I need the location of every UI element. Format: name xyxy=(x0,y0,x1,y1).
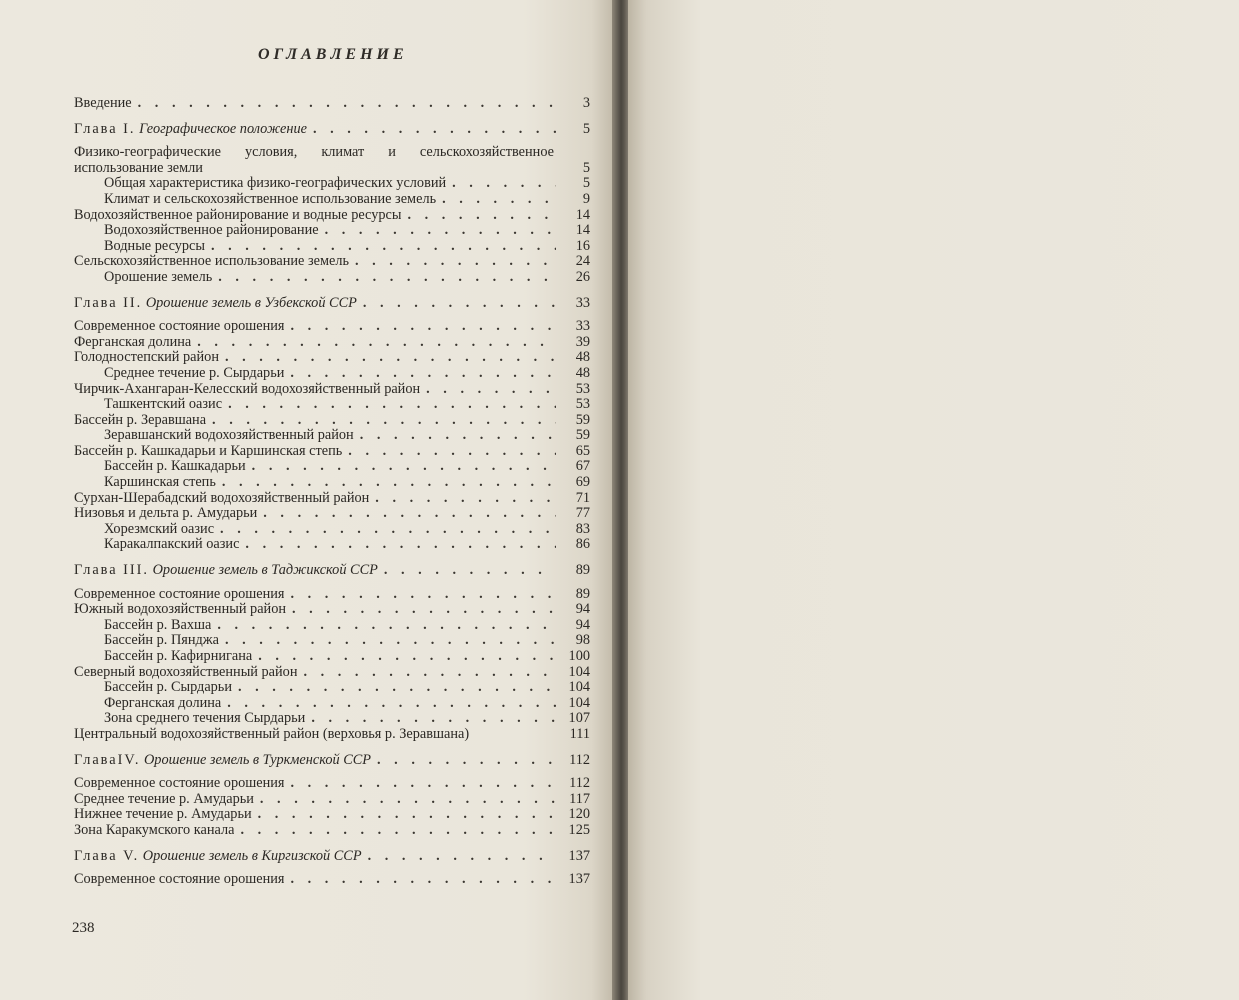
toc-entry xyxy=(74,696,590,712)
chapter-title: Орошение земель в Туркменской ССР xyxy=(143,752,372,768)
right-page xyxy=(628,0,1239,1000)
toc-entry xyxy=(74,807,590,823)
toc-page-number: 111 xyxy=(569,725,590,742)
dot-leader xyxy=(290,872,556,888)
toc-page-number: 104 xyxy=(568,679,590,696)
dot-leader xyxy=(240,823,556,839)
toc-page-number: 137 xyxy=(568,847,590,864)
toc-entry-label: Нижнее течение р. Амударьи xyxy=(74,807,252,823)
toc-entry-label: Современное состояние орошения xyxy=(74,776,285,792)
toc-page-number: 53 xyxy=(575,380,590,397)
toc-entry-label xyxy=(74,849,362,865)
toc-entry xyxy=(74,459,590,475)
toc-entry xyxy=(74,587,590,603)
toc-entry-label: Каракалпакский оазис xyxy=(104,537,240,553)
toc-entry xyxy=(74,602,590,618)
toc-entry-label xyxy=(74,563,378,579)
dot-leader xyxy=(360,428,556,444)
toc-entry xyxy=(74,254,590,270)
toc-entry xyxy=(74,192,590,208)
toc-entry xyxy=(74,428,590,444)
toc-entry-label: Голодностепский район xyxy=(74,350,219,366)
chapter-title: Географическое положение xyxy=(139,121,307,137)
toc-chapter-entry xyxy=(74,122,590,138)
chapter-title: Орошение земель в Таджикской ССР xyxy=(152,563,378,579)
toc-chapter-entry xyxy=(74,753,590,769)
dot-leader xyxy=(375,491,556,507)
chapter-number: Глава I. xyxy=(74,121,136,137)
dot-leader xyxy=(218,270,556,286)
toc-page-number: 100 xyxy=(568,648,590,664)
toc-entry-label: Бассейн р. Сырдарьи xyxy=(104,680,232,696)
toc-entry-label: Бассейн р. Пянджа xyxy=(104,633,219,649)
toc-page-number: 137 xyxy=(568,871,590,888)
toc-entry-label: Каршинская степь xyxy=(104,475,216,491)
toc-entry-label: Современное состояние орошения xyxy=(74,872,285,888)
toc-entry xyxy=(74,665,590,681)
toc-entry-label: Чирчик-Ахангаран-Келесский водохозяйственный район xyxy=(74,381,421,397)
toc-entry-label: Зона Каракумского канала xyxy=(74,822,235,838)
toc-entry-label xyxy=(74,753,371,769)
toc-entry-label: Орошение земель xyxy=(104,269,213,285)
toc-page-number: 39 xyxy=(575,333,590,350)
toc-entry-label: Хорезмский оазис xyxy=(104,521,215,537)
toc-entry xyxy=(74,145,590,176)
toc-entry-label: Ташкентский оазис xyxy=(104,397,223,413)
toc-entry-label: Низовья и дельта р. Амударьи xyxy=(74,506,258,522)
dot-leader xyxy=(245,537,556,553)
toc-entry-label xyxy=(74,122,307,138)
toc-page-number: 26 xyxy=(575,268,590,285)
dot-leader xyxy=(348,444,556,460)
toc-entry xyxy=(74,208,590,224)
dot-leader xyxy=(311,711,556,727)
toc-entry-label: Бассейн р. Кашкадарьи xyxy=(104,459,246,475)
dot-leader xyxy=(442,192,556,208)
toc-entry xyxy=(74,633,590,649)
toc-page-number: 107 xyxy=(568,710,590,727)
dot-leader xyxy=(313,122,556,138)
dot-leader xyxy=(377,753,556,769)
dot-leader xyxy=(220,522,556,538)
dot-leader xyxy=(252,459,556,475)
toc-entry xyxy=(74,823,590,839)
dot-leader xyxy=(212,413,556,429)
dot-leader xyxy=(260,792,556,808)
toc-page-number: 125 xyxy=(568,821,590,838)
toc-page-number: 33 xyxy=(575,294,590,311)
toc-page-number: 117 xyxy=(569,790,590,807)
dot-leader xyxy=(290,776,556,792)
toc-entry-label: Бассейн р. Вахша xyxy=(104,617,212,633)
toc-heading: ОГЛАВЛЕНИЕ xyxy=(258,46,408,63)
toc-entry xyxy=(74,366,590,382)
toc-page-number: 77 xyxy=(575,505,590,522)
dot-leader xyxy=(384,563,556,579)
toc-entry-label: Среднее течение р. Амударьи xyxy=(74,791,254,807)
toc-entry-label: Общая характеристика физико-географических условий xyxy=(104,176,447,192)
toc-entry xyxy=(74,335,590,351)
dot-leader xyxy=(452,176,556,192)
toc-page-number: 33 xyxy=(575,318,590,335)
toc-page-number: 5 xyxy=(582,120,590,137)
chapter-number: Глава V. xyxy=(74,848,140,864)
toc-entry-label: Современное состояние орошения xyxy=(74,586,285,602)
toc-page-number: 86 xyxy=(575,536,590,553)
toc-chapter-entry xyxy=(74,296,590,312)
toc-entry-label: Современное состояние орошения xyxy=(74,319,285,335)
chapter-title: Орошение земель в Узбекской ССР xyxy=(145,295,357,311)
toc-page-number: 89 xyxy=(575,562,590,579)
toc-entry-label: Центральный водохозяйственный район (верховья р. Зеравшана) xyxy=(74,725,470,742)
toc-entry xyxy=(74,270,590,286)
toc-entry-label: Водохозяйственное районирование и водные ресурсы xyxy=(74,207,402,223)
toc-entry xyxy=(74,223,590,239)
toc-entry-label: Бассейн р. Кашкадарьи и Каршинская степь xyxy=(74,443,343,459)
toc-page-number: 98 xyxy=(575,632,590,649)
dot-leader xyxy=(222,475,556,491)
toc-page-number: 120 xyxy=(568,806,590,823)
toc-entry xyxy=(74,239,590,255)
dot-leader xyxy=(426,382,556,398)
toc-entry xyxy=(74,522,590,538)
dot-leader xyxy=(138,96,556,112)
toc-entry xyxy=(74,711,590,727)
toc-page-number: 5 xyxy=(582,175,590,192)
dot-leader xyxy=(228,397,556,413)
toc-entry-label: Бассейн р. Кафирнигана xyxy=(104,649,253,664)
toc-entry xyxy=(74,649,590,665)
toc-page-number: 48 xyxy=(575,349,590,366)
toc-page-number: 59 xyxy=(575,427,590,444)
dot-leader xyxy=(292,602,556,618)
toc-entry-label: Введение xyxy=(74,96,132,111)
toc-entry xyxy=(74,382,590,398)
dot-leader xyxy=(407,208,556,224)
dot-leader xyxy=(290,366,556,382)
toc-page-number: 104 xyxy=(568,663,590,680)
toc-entry-label: Южный водохозяйственный район xyxy=(74,602,286,618)
dot-leader xyxy=(325,223,556,239)
toc-page-number: 69 xyxy=(575,474,590,491)
toc-page-number: 24 xyxy=(575,253,590,270)
toc-page-number: 14 xyxy=(575,206,590,223)
page-number: 238 xyxy=(72,920,95,936)
toc-entry xyxy=(74,444,590,460)
toc-entry xyxy=(74,680,590,696)
dot-leader xyxy=(225,350,556,366)
dot-leader xyxy=(355,254,556,270)
toc-list-left xyxy=(74,96,590,888)
toc-page-number: 104 xyxy=(568,694,590,711)
toc-entry xyxy=(74,618,590,634)
dot-leader xyxy=(303,665,556,681)
dot-leader xyxy=(363,296,556,312)
toc-entry-label: Ферганская долина xyxy=(74,334,192,350)
toc-page-number: 112 xyxy=(569,751,590,768)
toc-entry xyxy=(74,413,590,429)
toc-chapter-entry xyxy=(74,563,590,579)
dot-leader xyxy=(368,849,556,865)
dot-leader xyxy=(197,335,556,351)
dot-leader xyxy=(263,506,556,522)
dot-leader xyxy=(238,680,556,696)
toc-entry xyxy=(74,475,590,491)
chapter-number: Глава III. xyxy=(74,563,150,579)
toc-page-number: 5 xyxy=(582,159,590,176)
toc-entry-label: Сельскохозяйственное использование земель xyxy=(74,254,349,270)
toc-page-number: 67 xyxy=(575,458,590,475)
toc-page-number: 14 xyxy=(575,222,590,239)
toc-entry xyxy=(74,792,590,808)
toc-entry xyxy=(74,537,590,553)
dot-leader xyxy=(258,807,556,823)
dot-leader xyxy=(227,696,556,712)
toc-page-number: 16 xyxy=(575,237,590,254)
toc-page-number: 59 xyxy=(575,411,590,428)
toc-page-number: 48 xyxy=(575,364,590,381)
toc-entry-label: Зона среднего течения Сырдарьи xyxy=(104,711,306,727)
toc-entry-label: Климат и сельскохозяйственное использование земель xyxy=(104,191,437,207)
toc-entry-label: Среднее течение р. Сырдарьи xyxy=(104,365,285,381)
toc-entry-label: Физико-географические условия, климат и сельскохозяйственное использование земли xyxy=(74,144,554,176)
toc-entry xyxy=(74,776,590,792)
toc-chapter-entry xyxy=(74,849,590,865)
toc-entry xyxy=(74,491,590,507)
toc-entry-label: Зеравшанский водохозяйственный район xyxy=(104,428,354,444)
chapter-title: Орошение земель в Киргизской ССР xyxy=(142,848,362,864)
chapter-number: Глава II. xyxy=(74,295,143,311)
toc-entry-label: Водохозяйственное районирование xyxy=(104,223,319,239)
toc-page-number: 71 xyxy=(575,489,590,506)
toc-page-number: 94 xyxy=(575,616,590,633)
toc-entry-label: Ферганская долина xyxy=(104,695,222,711)
left-page xyxy=(0,0,616,1000)
toc-page-number: 9 xyxy=(582,190,590,207)
dot-leader xyxy=(290,319,556,335)
dot-leader xyxy=(290,587,556,603)
toc-entry xyxy=(74,506,590,522)
toc-entry xyxy=(74,319,590,335)
dot-leader xyxy=(225,633,556,649)
toc-page-number: 112 xyxy=(569,775,590,792)
toc-entry xyxy=(74,397,590,413)
toc-page-number: 89 xyxy=(575,585,590,602)
toc-entry-label: Сурхан-Шерабадский водохозяйственный район xyxy=(74,490,370,506)
toc-page-number: 65 xyxy=(575,442,590,459)
toc-page-number: 3 xyxy=(582,95,590,111)
chapter-number: ГлаваIV. xyxy=(74,752,141,768)
toc-entry-label xyxy=(74,296,357,312)
dot-leader xyxy=(217,618,556,634)
toc-entry-label: Водные ресурсы xyxy=(104,238,205,254)
toc-entry-label: Бассейн р. Зеравшана xyxy=(74,412,207,428)
toc-entry xyxy=(74,727,590,743)
toc-entry xyxy=(74,350,590,366)
toc-page-number: 83 xyxy=(575,520,590,537)
toc-page-number: 94 xyxy=(575,601,590,618)
toc-entry xyxy=(74,96,590,112)
toc-page-number: 53 xyxy=(575,396,590,413)
toc-entry xyxy=(74,872,590,888)
toc-entry-label: Северный водохозяйственный район xyxy=(74,664,298,680)
dot-leader xyxy=(211,239,556,255)
dot-leader xyxy=(258,649,556,665)
toc-entry xyxy=(74,176,590,192)
